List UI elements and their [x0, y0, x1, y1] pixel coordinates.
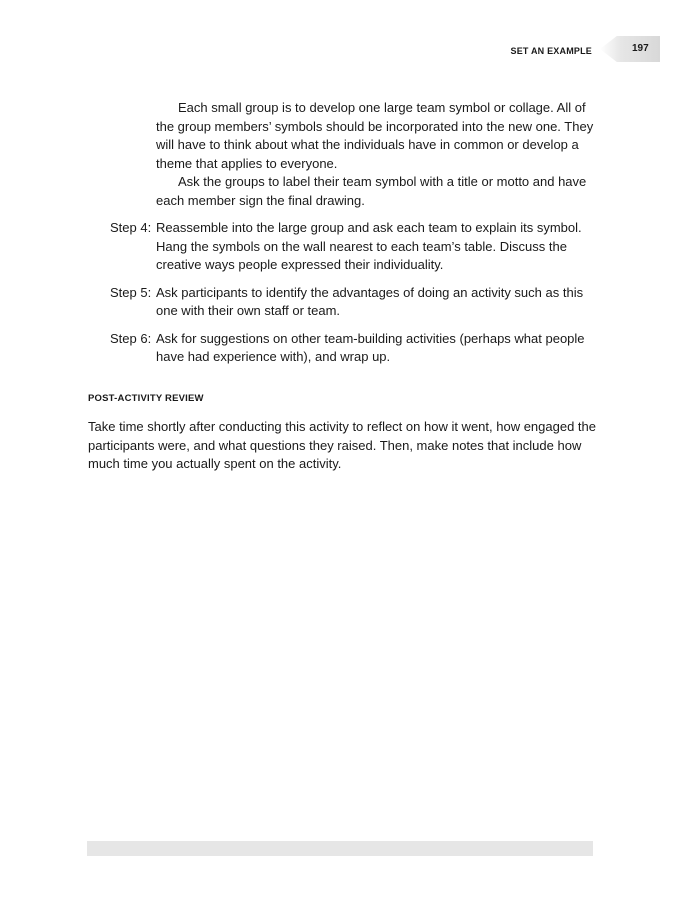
page-number-tab [600, 36, 660, 62]
step-text: Ask participants to identify the advantages of doing an activity such as this one with their own staff or team. [156, 284, 584, 318]
page-content [88, 99, 598, 474]
section-heading: POST-ACTIVITY REVIEW [88, 392, 204, 404]
running-head: SET AN EXAMPLE [510, 46, 592, 56]
page-number: 197 [632, 43, 649, 54]
step-label: Step 6: [110, 330, 152, 346]
step-text: Ask for suggestions on other team-building activities (perhaps what people have had experience with), and wrap up. [156, 330, 585, 364]
step-text: Reassemble into the large group and ask each team to explain its symbol. Hang the symbols on the wall nearest to each team’s table. Discuss the creative ways people expressed their individuality. [156, 220, 582, 272]
footer-bar [87, 841, 593, 856]
paragraph: Ask the groups to label their team symbol with a title or motto and have each member sign the final drawing. [156, 174, 587, 208]
continued-text [156, 99, 596, 210]
review-paragraph: Take time shortly after conducting this activity to reflect on how it went, how engaged the participants were, and what questions they raised. Then, make notes that include how much time you actually spent on the activity. [88, 419, 596, 471]
paragraph: Each small group is to develop one large team symbol or collage. All of the group members’ symbols should be incorporated into the new one. They will have to think about what the individuals have in common or develop a theme that applies to everyone. [156, 100, 594, 171]
step-label: Step 4: [110, 220, 152, 235]
page-header [0, 36, 678, 64]
step-item [88, 284, 598, 321]
step-item [88, 330, 598, 367]
step-label: Step 5: [110, 284, 152, 300]
step-item [88, 219, 598, 275]
